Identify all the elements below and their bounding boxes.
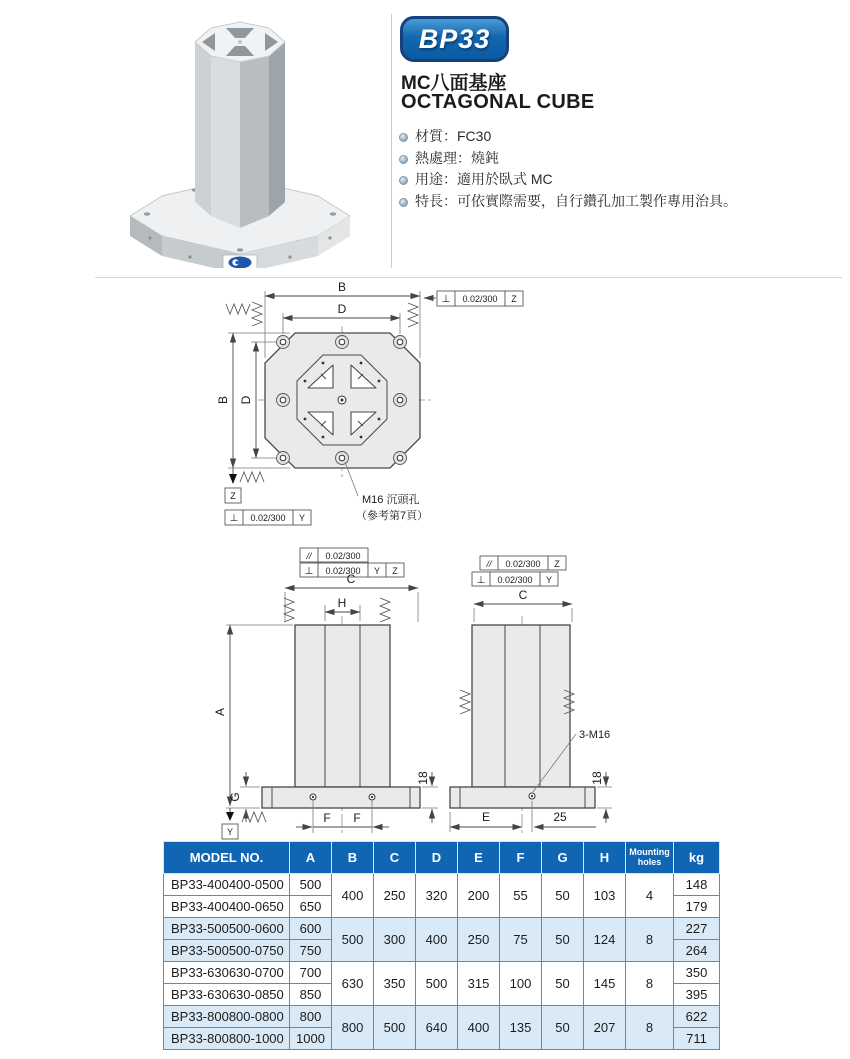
dim-25: 25 — [553, 810, 567, 824]
dim-B-left: B — [216, 395, 230, 405]
svg-text:0.02/300: 0.02/300 — [505, 559, 541, 569]
table-row — [164, 874, 720, 896]
dim-18: 18 — [416, 771, 430, 785]
col-header-kg: kg — [674, 842, 720, 874]
column-outline — [472, 625, 570, 787]
value-cell: 650 — [290, 896, 332, 918]
value-cell: 4 — [626, 874, 674, 918]
kg-cell: 395 — [674, 984, 720, 1006]
value-cell: 320 — [416, 874, 458, 918]
svg-text:M16 沉頭孔: M16 沉頭孔 — [362, 494, 420, 506]
value-cell: 200 — [458, 874, 500, 918]
value-cell: 8 — [626, 962, 674, 1006]
value-cell: 500 — [416, 962, 458, 1006]
finish-mark — [460, 690, 470, 714]
value-cell: 75 — [500, 918, 542, 962]
finish-mark — [380, 598, 390, 622]
table-row — [164, 918, 720, 940]
finish-mark — [240, 472, 264, 482]
product-title-zh: MC八面基座 — [401, 73, 507, 94]
value-cell: 250 — [374, 874, 416, 918]
tolerance-frame-perp-z — [424, 291, 523, 306]
dim-F: F — [353, 811, 361, 825]
col-header-holes: Mounting holes — [626, 842, 674, 874]
value-cell: 50 — [542, 1006, 584, 1050]
value-cell: 400 — [458, 1006, 500, 1050]
kg-cell: 227 — [674, 918, 720, 940]
value-cell: 50 — [542, 874, 584, 918]
col-header-c: C — [374, 842, 416, 874]
svg-text:Z: Z — [511, 294, 517, 304]
parallelism-icon: // — [486, 559, 492, 569]
model-cell: BP33-630630-0700 — [164, 962, 290, 984]
value-cell: 250 — [458, 918, 500, 962]
value-cell: 50 — [542, 918, 584, 962]
kg-cell: 622 — [674, 1006, 720, 1028]
front-view-left — [213, 548, 438, 839]
col-header-f: F — [500, 842, 542, 874]
value-cell: 800 — [290, 1006, 332, 1028]
kg-cell: 264 — [674, 940, 720, 962]
base-plate-front — [262, 787, 420, 808]
model-cell: BP33-400400-0500 — [164, 874, 290, 896]
spec-table — [163, 841, 720, 1050]
value-cell: 100 — [500, 962, 542, 1006]
svg-text:Y: Y — [298, 513, 306, 523]
table-header-row — [164, 842, 720, 874]
value-cell: 207 — [584, 1006, 626, 1050]
bullet-text: 特長：可依實際需要，自行鑽孔加工製作專用治具。 — [415, 192, 737, 209]
dim-G: G — [228, 792, 242, 802]
value-cell: 103 — [584, 874, 626, 918]
datum-y — [222, 808, 238, 839]
dim-C-right-view: C — [518, 588, 528, 602]
perpendicularity-icon: ⊥ — [304, 566, 314, 577]
kg-cell: 179 — [674, 896, 720, 918]
finish-mark — [226, 304, 250, 314]
finish-mark — [252, 302, 262, 326]
svg-text:0.02/300: 0.02/300 — [462, 294, 498, 304]
dim-D-top: D — [337, 302, 347, 316]
col-header-h: H — [584, 842, 626, 874]
value-cell: 50 — [542, 962, 584, 1006]
value-cell: 630 — [332, 962, 374, 1006]
svg-text:0.02/300: 0.02/300 — [497, 575, 533, 585]
perpendicularity-icon: ⊥ — [229, 513, 239, 524]
dim-E: E — [481, 810, 491, 824]
model-cell: BP33-630630-0850 — [164, 984, 290, 1006]
svg-text:0.02/300: 0.02/300 — [325, 566, 361, 576]
value-cell: 500 — [374, 1006, 416, 1050]
svg-text:（參考第7頁）: （參考第7頁） — [356, 510, 429, 522]
model-cell: BP33-500500-0750 — [164, 940, 290, 962]
dim-H: H — [337, 596, 347, 610]
col-header-g: G — [542, 842, 584, 874]
value-cell: 300 — [374, 918, 416, 962]
value-cell: 350 — [374, 962, 416, 1006]
model-cell: BP33-800800-0800 — [164, 1006, 290, 1028]
col-header-model: MODEL NO. — [164, 842, 290, 874]
value-cell: 400 — [416, 918, 458, 962]
model-cell: BP33-500500-0600 — [164, 918, 290, 940]
value-cell: 850 — [290, 984, 332, 1006]
svg-text:Y: Y — [226, 827, 234, 837]
value-cell: 1000 — [290, 1028, 332, 1050]
col-header-b: B — [332, 842, 374, 874]
svg-text:Y: Y — [373, 566, 381, 576]
bullet-text: 熱處理：燒鈍 — [415, 149, 499, 166]
kg-cell: 350 — [674, 962, 720, 984]
table-row — [164, 962, 720, 984]
front-view-right — [450, 556, 612, 836]
tolerance-frames-right-view — [472, 556, 566, 586]
value-cell: 8 — [626, 1006, 674, 1050]
perpendicularity-icon: ⊥ — [441, 294, 451, 305]
dim-18: 18 — [590, 771, 604, 785]
model-cell: BP33-800800-1000 — [164, 1028, 290, 1050]
column-outline — [295, 625, 390, 787]
value-cell: 640 — [416, 1006, 458, 1050]
table-row — [164, 1006, 720, 1028]
model-badge: BP33 — [400, 16, 509, 62]
col-header-d: D — [416, 842, 458, 874]
value-cell: 700 — [290, 962, 332, 984]
value-cell: 500 — [332, 918, 374, 962]
value-cell: 135 — [500, 1006, 542, 1050]
svg-text:0.02/300: 0.02/300 — [325, 551, 361, 561]
value-cell: 500 — [290, 874, 332, 896]
base-plate-front — [450, 787, 595, 808]
svg-text:Z: Z — [554, 559, 560, 569]
value-cell: 400 — [332, 874, 374, 918]
value-cell: 124 — [584, 918, 626, 962]
value-cell: 600 — [290, 918, 332, 940]
dim-F: F — [323, 811, 331, 825]
perpendicularity-icon: ⊥ — [476, 575, 486, 586]
col-header-e: E — [458, 842, 500, 874]
value-cell: 8 — [626, 918, 674, 962]
dim-B-top: B — [337, 280, 347, 294]
value-cell: 800 — [332, 1006, 374, 1050]
dim-A: A — [213, 707, 227, 717]
datum-z-and-frame — [225, 468, 311, 525]
col-header-a: A — [290, 842, 332, 874]
value-cell: 315 — [458, 962, 500, 1006]
svg-text:3-M16: 3-M16 — [579, 729, 611, 741]
svg-text:Y: Y — [545, 575, 553, 585]
value-cell: 145 — [584, 962, 626, 1006]
parallelism-icon: // — [306, 551, 312, 561]
top-view — [216, 280, 523, 525]
svg-text:Z: Z — [392, 566, 398, 576]
svg-text:0.02/300: 0.02/300 — [250, 513, 286, 523]
product-title-en: OCTAGONAL CUBE — [401, 91, 595, 113]
dim-D-left: D — [239, 395, 253, 405]
finish-mark — [284, 598, 294, 622]
m16-callout — [345, 462, 428, 522]
dim-C-left-view: C — [346, 572, 356, 586]
model-cell: BP33-400400-0650 — [164, 896, 290, 918]
kg-cell: 711 — [674, 1028, 720, 1050]
kg-cell: 148 — [674, 874, 720, 896]
value-cell: 55 — [500, 874, 542, 918]
value-cell: 750 — [290, 940, 332, 962]
svg-text:Z: Z — [230, 491, 236, 501]
finish-mark — [408, 303, 418, 327]
bullet-text: 材質：FC30 — [415, 128, 492, 144]
bullet-text: 用途：適用於臥式 MC — [415, 171, 553, 187]
